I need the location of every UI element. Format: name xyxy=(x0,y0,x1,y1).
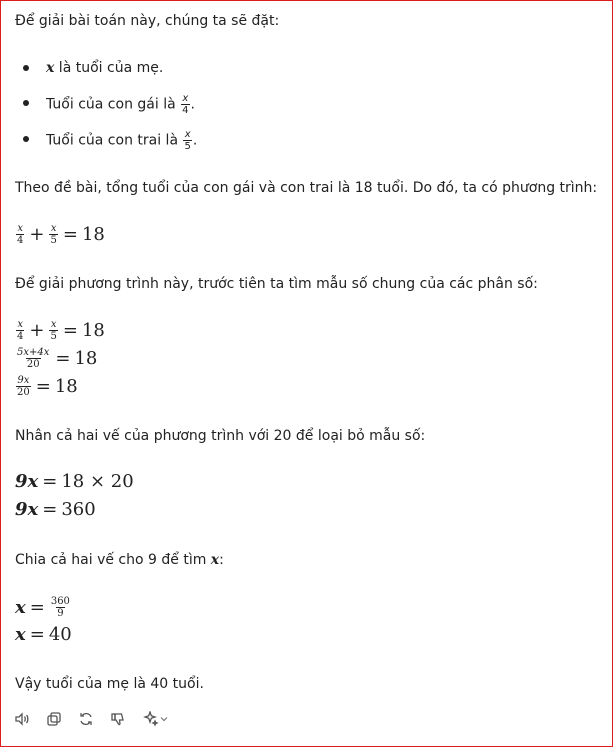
fraction: $\frac{x}{5}$ xyxy=(184,129,191,152)
bullet-text: Tuổi của con gái là xyxy=(46,96,181,113)
paragraph-1: Theo đề bài, tổng tuổi của con gái và con trai là 18 tuổi. Do đó, ta có phương trình: xyxy=(15,180,598,196)
paragraph-4: Chia cả hai vế cho 9 để tìm x: xyxy=(15,552,224,568)
equation-1: $\frac{x}{4}$ + $\frac{x}{5}$ = 18 xyxy=(17,223,105,246)
message-actions-toolbar xyxy=(13,710,171,728)
conclusion-text: Vậy tuổi của mẹ là 40 tuổi. xyxy=(15,676,204,692)
speaker-icon[interactable] xyxy=(13,710,31,728)
bullet-dot xyxy=(23,136,29,142)
bullet-text: là tuổi của mẹ. xyxy=(54,60,164,76)
equation-2c: $\frac{9x}{20}$ = 18 xyxy=(17,375,78,398)
paragraph-2: Để giải phương trình này, trước tiên ta tìm mẫu số chung của các phân số: xyxy=(15,276,538,292)
fraction: $\frac{x}{4}$ xyxy=(182,93,189,116)
punctuation: . xyxy=(192,132,198,149)
copy-icon[interactable] xyxy=(45,710,63,728)
equation-3a: 9x = 18 × 20 xyxy=(15,471,134,492)
thumbs-down-icon[interactable] xyxy=(109,710,127,728)
bullet-dot xyxy=(23,100,29,106)
paragraph-3: Nhân cả hai vế của phương trình với 20 để loại bỏ mẫu số: xyxy=(15,428,426,444)
equation-4b: x = 40 xyxy=(15,624,72,645)
variable-x: x xyxy=(46,60,55,76)
refresh-icon[interactable] xyxy=(77,710,95,728)
intro-text: Để giải bài toán này, chúng ta sẽ đặt: xyxy=(15,13,280,29)
equation-3b: 9x = 360 xyxy=(15,499,96,520)
equation-2b: $\frac{5x+4x}{20}$ = 18 xyxy=(17,347,98,370)
bullet-text: Tuổi của con trai là xyxy=(46,132,183,149)
equation-4a: x = $\frac{360}{9}$ xyxy=(15,596,70,619)
sparkle-icon[interactable] xyxy=(141,710,171,728)
punctuation: . xyxy=(190,96,195,113)
equation-2a: $\frac{x}{4}$ + $\frac{x}{5}$ = 18 xyxy=(17,319,105,342)
bullet-dot xyxy=(23,65,29,71)
